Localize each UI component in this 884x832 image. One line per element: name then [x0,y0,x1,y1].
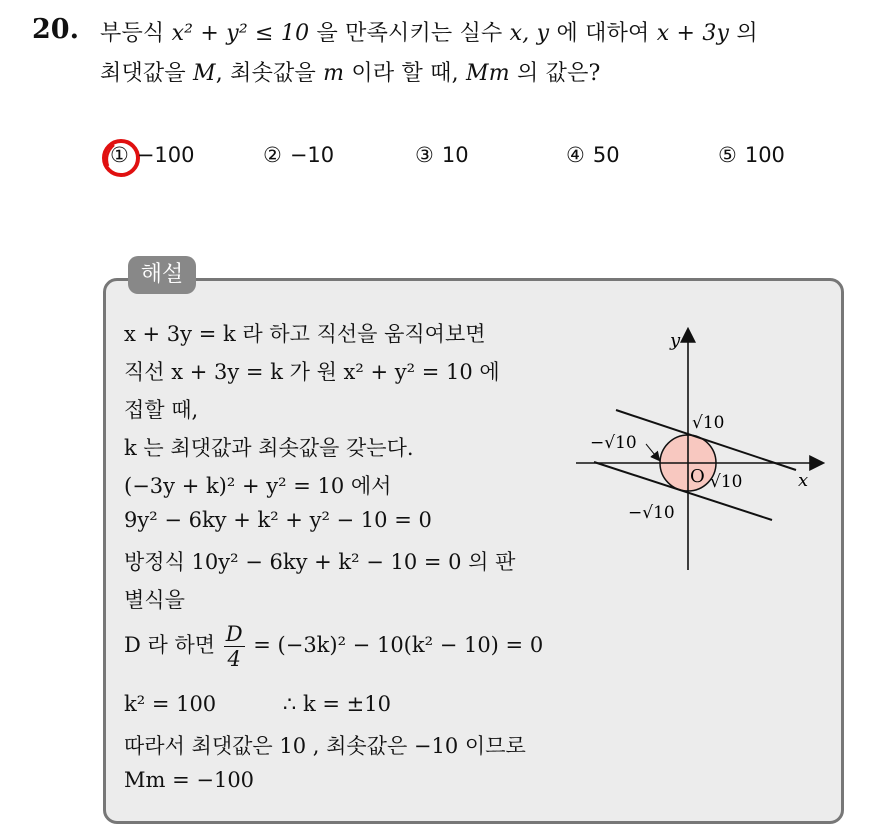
q-text: 이라 할 때, [344,61,466,86]
label-bottom-intercept: −√10 [628,503,675,523]
fraction-d-over-4 [224,622,245,671]
q-text: 의 [729,21,758,46]
solution-line: 9y² − 6ky + k² + y² − 10 = 0 [124,508,432,532]
choice-number: ② [263,143,282,167]
choice-value: −10 [289,143,335,167]
d-suffix: = (−3k)² − 10(k² − 10) = 0 [246,633,544,657]
choice-2[interactable] [263,143,334,167]
x-axis-label: x [798,470,809,491]
question-line-2 [100,56,601,87]
question-line-1 [100,16,758,47]
solution-line: 별식을 [124,588,185,612]
frac-numerator: D [225,622,243,646]
q-inequality: x² + y² ≤ 10 [171,21,310,46]
solution-line: 접할 때, [124,398,199,422]
solution-answer: Mm = −100 [124,768,255,792]
q-text: 최댓값을 [100,61,194,86]
choice-value: −100 [136,143,195,167]
q-expression: x + 3y [656,21,730,46]
q-min-var: m [323,61,345,86]
q-max-var: M [193,61,216,86]
solution-line: 직선 x + 3y = k 가 원 x² + y² = 10 에 [124,360,500,384]
q-text: 을 만족시키는 실수 [309,21,510,46]
choice-value: 50 [592,143,620,167]
q-product: Mm [465,61,510,86]
label-top-intercept: √10 [692,413,725,433]
solution-line: k 는 최댓값과 최솟값을 갖는다. [124,436,414,460]
solution-line: k² = 100 ∴ k = ±10 [124,692,391,716]
q-vars: x, y [509,21,550,46]
choice-1[interactable] [110,143,195,167]
solution-tag: 해설 [128,256,196,294]
label-right-intercept: √10 [710,472,743,492]
choice-number: ⑤ [718,143,737,167]
choice-number: ① [110,143,129,167]
pointer-arrow [646,444,659,460]
solution-line: (−3y + k)² + y² = 10 에서 [124,474,392,498]
choice-5[interactable] [718,143,785,167]
circle-tangent-diagram [570,322,830,582]
d-prefix: D 라 하면 [124,633,222,657]
label-left-intercept: −√10 [590,433,637,453]
solution-line: 따라서 최댓값은 10 , 최솟값은 −10 이므로 [124,734,526,758]
choice-value: 100 [744,143,785,167]
q-text: 부등식 [100,21,172,46]
q-text: 의 값은? [509,61,601,86]
choice-number: ④ [566,143,585,167]
y-axis-label: y [670,330,681,351]
choice-3[interactable] [415,143,469,167]
solution-line: 방정식 10y² − 6ky + k² − 10 = 0 의 판 [124,550,516,574]
q-text: 에 대하여 [549,21,657,46]
frac-denominator: 4 [227,647,241,671]
q-text: , 최솟값을 [215,61,324,86]
question-number: 20. [32,14,79,45]
origin-label: O [690,466,705,487]
discriminant-line [124,622,543,671]
solution-line: x + 3y = k 라 하고 직선을 움직여보면 [124,322,486,346]
answer-choices [0,143,884,179]
choice-4[interactable] [566,143,620,167]
choice-number: ③ [415,143,434,167]
choice-value: 10 [441,143,469,167]
